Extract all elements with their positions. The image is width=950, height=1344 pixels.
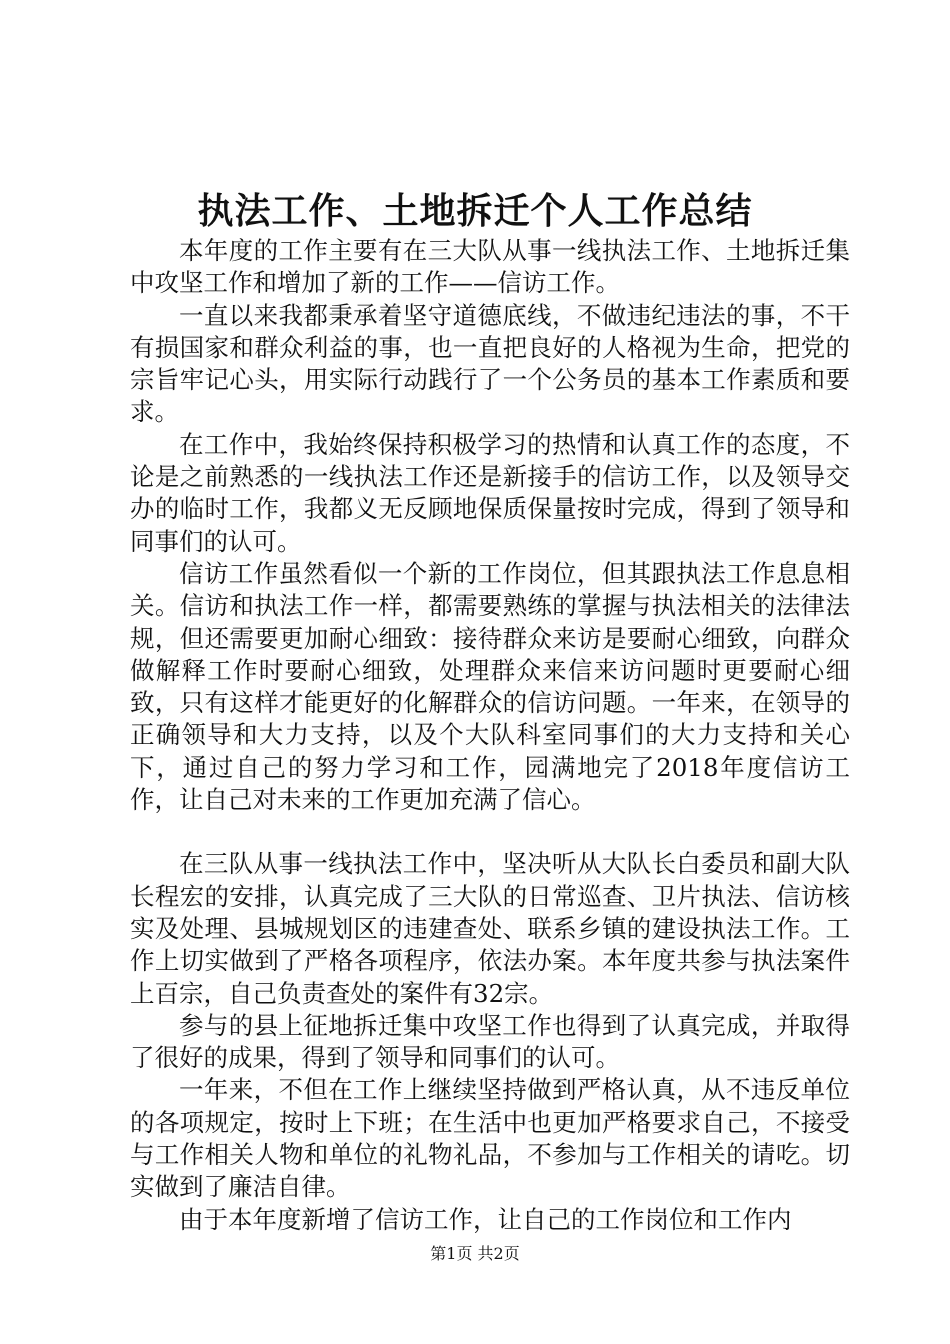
document-body [130,235,850,1236]
paragraph: 本年度的工作主要有在三大队从事一线执法工作、土地拆迁集中攻坚工作和增加了新的工作——信访工作。 [130,236,850,298]
paragraph: 参与的县上征地拆迁集中攻坚工作也得到了认真完成，并取得了很好的成果，得到了领导和同事们的认可。 [130,1010,850,1073]
paragraph: 一直以来我都秉承着坚守道德底线，不做违纪违法的事，不干有损国家和群众利益的事，也一直把良好的人格视为生命，把党的宗旨牢记心头，用实际行动践行了一个公务员的基本工作素质和要求。 [130,300,850,427]
paragraph: 一年来，不但在工作上继续坚持做到严格认真，从不违反单位的各项规定，按时上下班；在生活中也更加严格要求自己，不接受与工作相关人物和单位的礼物礼品，不参加与工作相关的请吃。切实做到了廉洁自律。 [130,1075,850,1202]
document-title: 执法工作、土地拆迁个人工作总结 [197,190,753,232]
paragraph: 由于本年度新增了信访工作，让自己的工作岗位和工作内 [179,1204,792,1234]
page-footer: 第1页 共2页 [430,1244,520,1263]
paragraph: 信访工作虽然看似一个新的工作岗位，但其跟执法工作息息相关。信访和执法工作一样，都需要熟练的掌握与执法相关的法律法规，但还需要更加耐心细致：接待群众来访是要耐心细致，向群众做解释工作时要耐心细致，处理群众来信来访问题时更要耐心细致，只有这样才能更好的化解群众的信访问题。一年来，在领导的正确领导和大力支持，以及个大队科室同事们的大力支持和关心下，通过自己的努力学习和工作，园满地完了2018年度信访工作，让自己对未来的工作更加充满了信心。 [130,558,850,815]
paragraph: 在三队从事一线执法工作中，坚决听从大队长白委员和副大队长程宏的安排，认真完成了三大队的日常巡查、卫片执法、信访核实及处理、县城规划区的违建查处、联系乡镇的建设执法工作。工作上切实做到了严格各项程序，依法办案。本年度共参与执法案件上百宗，自己负责查处的案件有32宗。 [130,849,850,1008]
paragraph: 在工作中，我始终保持积极学习的热情和认真工作的态度，不论是之前熟悉的一线执法工作还是新接手的信访工作，以及领导交办的临时工作，我都义无反顾地保质保量按时完成，得到了领导和同事们的认可。 [130,429,850,556]
